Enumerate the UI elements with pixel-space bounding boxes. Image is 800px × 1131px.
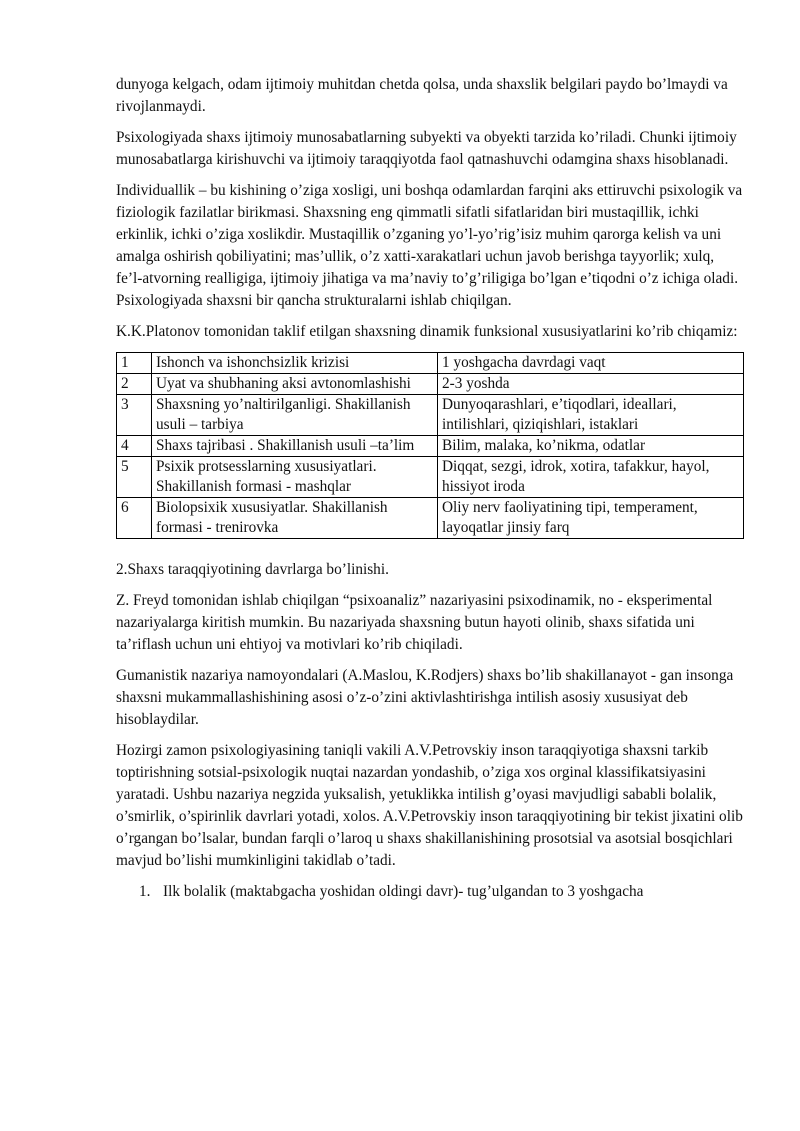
- list-item: [139, 881, 744, 903]
- table-cell-description: 1 yoshgacha davrdagi vaqt: [438, 353, 744, 374]
- paragraph: dunyoga kelgach, odam ijtimoiy muhitdan chetda qolsa, unda shaxslik belgilari paydo bo’lmaydi va rivojlanmaydi.: [116, 76, 728, 115]
- table-cell-property: Shaxs tajribasi . Shakillanish usuli –ta’lim: [152, 436, 438, 457]
- paragraph: Individuallik – bu kishining o’ziga xosligi, uni boshqa odamlardan farqini aks ettiruvchi psixologik va fiziologik fazilatlar birikmasi. Shaxsning eng qimmatli sifatli sifatlaridan biri mustaqillik, ichki erkinlik, ichki o’ziga xoslikdir. Mustaqillik o’zganing yo’l-yo’rig’isiz muhim qarorga kelish va uni amalga oshirish qobiliyatini; mas’ullik, o’z xatti-xarakatlari uchun javob berishga tayyorlik; xulq, fe’l-atvorning realligiga, ijtimoiy jihatiga va ma’naviy to’g’riligiga bo’lgan e’tiqodni o’z ichiga oladi. Psixologiyada shaxsni bir qancha strukturalarni ishlab chiqilgan.: [116, 182, 743, 309]
- paragraph: K.K.Platonov tomonidan taklif etilgan shaxsning dinamik funksional xususiyatlarini ko’rib chiqamiz:: [116, 323, 738, 340]
- document-page: [116, 74, 744, 903]
- paragraph: Psixologiyada shaxs ijtimoiy munosabatlarning subyekti va obyekti tarzida ko’riladi. Chunki ijtimoiy munosabatlarga kirishuvchi va ijtimoiy taraqqiyotda faol qatnashuvchi odamgina shaxs hisoblanadi.: [116, 129, 737, 168]
- table-cell-number: 6: [117, 498, 152, 539]
- table-cell-description: Oliy nerv faoliyatining tipi, temperament, layoqatlar jinsiy farq: [438, 498, 744, 539]
- table-cell-property: Uyat va shubhaning aksi avtonomlashishi: [152, 374, 438, 395]
- table-row: [117, 374, 744, 395]
- paragraph: Hozirgi zamon psixologiyasining taniqli vakili A.V.Petrovskiy inson taraqqiyotiga shaxsni tarkib toptirishning sotsial-psixologik nuqtai nazardan yondashib, o’ziga xos orginal klassifikatsiyasini yaratadi. Ushbu nazariya negzida yuksalish, yetuklikka intilish g’oyasi mavjudligi sababli bolalik, o’smirlik, o’spirinlik davrlari yotadi, xolos. A.V.Petrovskiy inson taraqqiyotining bir tekist jixatini olib o’rgangan bo’lsalar, bundan farqli o’laroq u shaxs shakillanishining prosotsial va asotsial bosqichlari mavjud bo’lishi mumkinligini takidlab o’tadi.: [116, 742, 743, 869]
- table-cell-description: Diqqat, sezgi, idrok, xotira, tafakkur, hayol, hissiyot iroda: [438, 457, 744, 498]
- table-cell-description: Bilim, malaka, ko’nikma, odatlar: [438, 436, 744, 457]
- platonov-table: [116, 352, 744, 539]
- table-cell-number: 5: [117, 457, 152, 498]
- table-cell-property: Psixik protsesslarning xususiyatlari. Shakillanish formasi - mashqlar: [152, 457, 438, 498]
- table-cell-property: Biolopsixik xususiyatlar. Shakillanish formasi - trenirovka: [152, 498, 438, 539]
- table-cell-property: Ishonch va ishonchsizlik krizisi: [152, 353, 438, 374]
- table-cell-number: 1: [117, 353, 152, 374]
- table-cell-property: Shaxsning yo’naltirilganligi. Shakillanish usuli – tarbiya: [152, 395, 438, 436]
- table-cell-number: 2: [117, 374, 152, 395]
- table-row: [117, 457, 744, 498]
- table-cell-description: Dunyoqarashlari, e’tiqodlari, ideallari, intilishlari, qiziqishlari, istaklari: [438, 395, 744, 436]
- list-item-text: Ilk bolalik (maktabgacha yoshidan oldingi davr)- tug’ulgandan to 3 yoshgacha: [163, 883, 644, 900]
- table-row: [117, 436, 744, 457]
- table-row: [117, 395, 744, 436]
- table-cell-description: 2-3 yoshda: [438, 374, 744, 395]
- section-heading: 2.Shaxs taraqqiyotining davrlarga bo’linishi.: [116, 561, 389, 578]
- table-cell-number: 4: [117, 436, 152, 457]
- table-cell-number: 3: [117, 395, 152, 436]
- paragraph: Z. Freyd tomonidan ishlab chiqilgan “psixoanaliz” nazariyasini psixodinamik, no - eksperimental nazariyalarga kiritish mumkin. Bu nazariyada shaxsning butun hayoti olinib, shaxs sifatida uni ta’riflash uchun uni ehtiyoj va motivlari ko’rib chiqiladi.: [116, 592, 713, 653]
- table-row: [117, 353, 744, 374]
- paragraph: Gumanistik nazariya namoyondalari (A.Maslou, K.Rodjers) shaxs bo’lib shakillanayot - gan insonga shaxsni mukammallashishining asosi o’z-o’zini aktivlashtirishga intilish asosiy xususiyat deb hisoblaydilar.: [116, 667, 734, 728]
- table-row: [117, 498, 744, 539]
- list-item-number: 1.: [139, 883, 151, 900]
